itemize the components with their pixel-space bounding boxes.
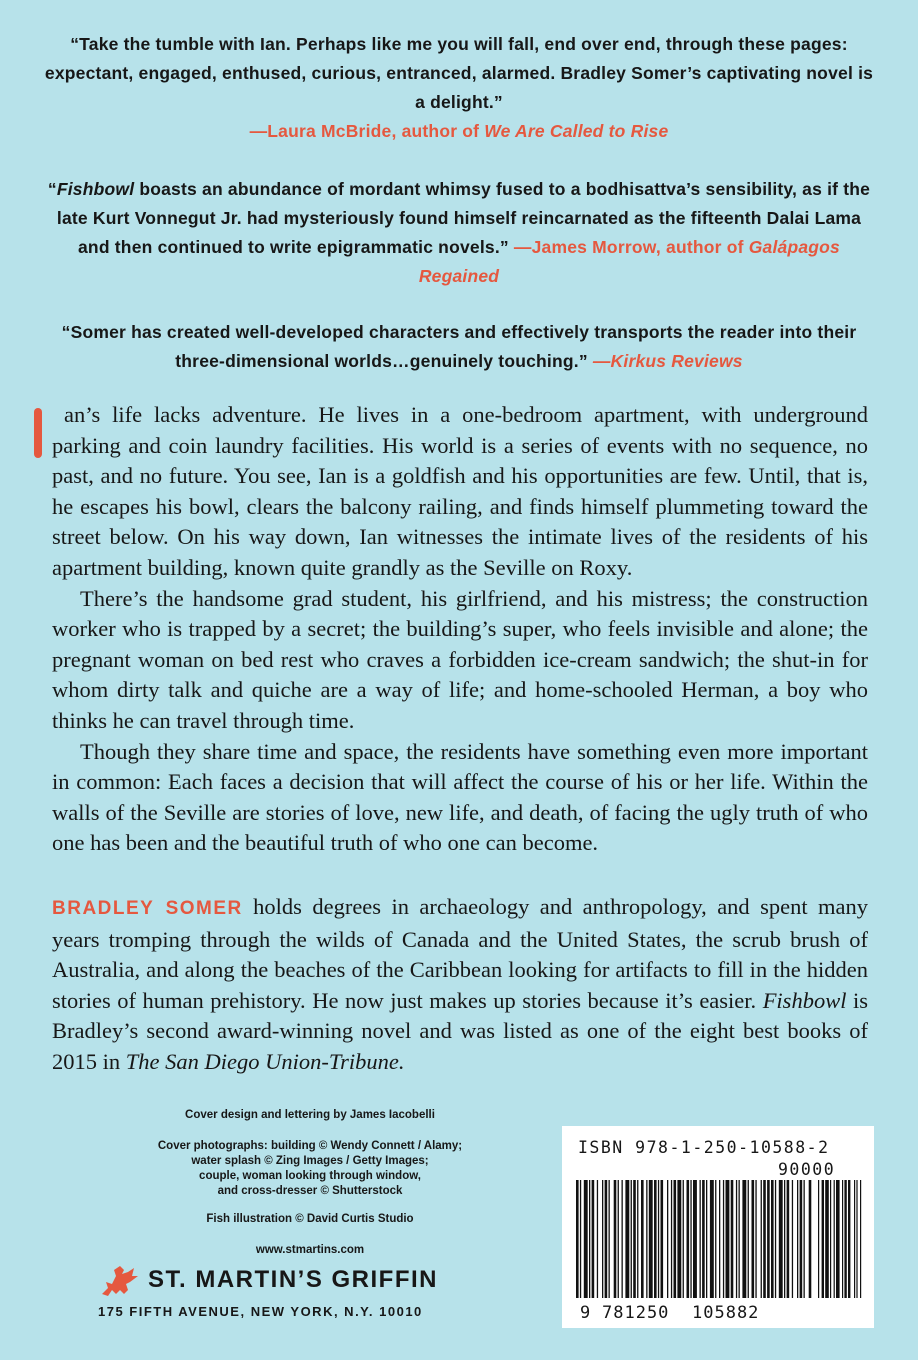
barcode-bar xyxy=(674,1180,677,1298)
barcode-digits-right: 105882 xyxy=(692,1303,760,1323)
griffin-icon xyxy=(98,1264,140,1300)
isbn-barcode xyxy=(562,1126,874,1328)
barcode-bar xyxy=(715,1180,716,1298)
barcode-bar xyxy=(605,1180,608,1298)
barcode-bar xyxy=(784,1180,785,1298)
drop-cap-i-bar xyxy=(34,408,42,458)
barcode-bar xyxy=(767,1180,770,1298)
barcode-bar xyxy=(602,1180,603,1298)
barcode-bar xyxy=(661,1180,664,1298)
fish-illustration-credit: Fish illustration © David Curtis Studio xyxy=(206,1213,414,1225)
barcode-bar xyxy=(755,1180,756,1298)
barcode-bar xyxy=(580,1180,581,1298)
description-paragraph-1: an’s life lacks adventure. He lives in a one-bedroom apartment, with underground parking and coin laundry facilities. His world is a series of events with no sequence, no past, and no future. You see, Ian is a goldfish and his opportunities are few. Until, that is, he escapes his bowl, clears the balcony railing, and finds himself plummeting toward the street below. On his way down, Ian witnesses the intimate lives of the residents of his apartment building, known quite grandly as the Seville on Roxy. xyxy=(52,400,868,584)
barcode-bar xyxy=(622,1180,623,1298)
barcode-bar xyxy=(646,1180,647,1298)
barcode-bar xyxy=(658,1180,659,1298)
barcode-bar xyxy=(710,1180,714,1298)
barcode-bar xyxy=(761,1180,762,1298)
publisher-address: 175 FIFTH AVENUE, NEW YORK, N.Y. 10010 xyxy=(98,1304,423,1319)
cover-design-credit: Cover design and lettering by James Iacobelli xyxy=(185,1109,435,1121)
barcode-bar xyxy=(667,1180,668,1298)
barcode-bar xyxy=(763,1180,766,1298)
barcode-bar xyxy=(702,1180,705,1298)
isbn-label: ISBN 978-1-250-10588-2 xyxy=(578,1138,830,1157)
barcode-addon-bar xyxy=(854,1180,855,1298)
barcode-digits-left: 781250 xyxy=(602,1303,670,1323)
blurb-attribution: —Kirkus Reviews xyxy=(587,351,743,371)
barcode-bar xyxy=(618,1180,619,1298)
barcode-bar xyxy=(726,1180,730,1298)
publisher-website: www.stmartins.com xyxy=(255,1244,365,1256)
barcode-bar xyxy=(800,1180,803,1298)
barcode-bar xyxy=(631,1180,632,1298)
barcode-bar xyxy=(731,1180,734,1298)
barcode-bar xyxy=(779,1180,783,1298)
barcode-addon-bar xyxy=(822,1180,824,1298)
barcode-bar xyxy=(654,1180,657,1298)
barcode-addon-bar xyxy=(860,1180,861,1298)
barcode-bar xyxy=(748,1180,749,1298)
book-description xyxy=(52,400,868,859)
barcode-bar xyxy=(693,1180,697,1298)
publisher-name: ST. MARTIN’S GRIFFIN xyxy=(148,1266,438,1293)
barcode-bar xyxy=(771,1180,774,1298)
blurb-kirkus xyxy=(40,318,878,376)
barcode-addon-bar xyxy=(825,1180,829,1298)
blurb-text: “Take the tumble with Ian. Perhaps like me you will fall, end over end, through these pages: expectant, engaged, enthused, curious, entranced, alarmed. Bradley Somer’s captivating novel is a delight.” xyxy=(44,34,874,112)
blurb-attribution: —Laura McBride, author of We Are Called to Rise xyxy=(249,121,669,141)
barcode-bar xyxy=(625,1180,629,1298)
barcode-bar xyxy=(671,1180,672,1298)
barcode-bar xyxy=(719,1180,720,1298)
barcode-bar xyxy=(641,1180,644,1298)
barcode-bar xyxy=(804,1180,805,1298)
barcode-addon-bar xyxy=(818,1180,819,1298)
blurb-laura-mcbride xyxy=(40,30,878,146)
blurb-attribution: —James Morrow, author of Galápagos Regained xyxy=(418,237,840,286)
barcode-bar xyxy=(742,1180,746,1298)
barcode-bar xyxy=(706,1180,707,1298)
barcode-bar xyxy=(752,1180,755,1298)
blurb-james-morrow: “Fishbowl boasts an abundance of mordant whimsy fused to a bodhisattva’s sensibility, as if the late Kurt Vonnegut Jr. had mysteriously found himself reincarnated as the fifteenth Dalai Lama and then continued to write epigrammatic novels.” —James Morrow, author of Galápagos Regained xyxy=(47,179,871,286)
barcode-bar xyxy=(637,1180,638,1298)
barcode-bar xyxy=(576,1180,579,1298)
barcode-bar xyxy=(775,1180,776,1298)
barcode-bar xyxy=(609,1180,610,1298)
book-title: Fishbowl xyxy=(56,179,135,199)
barcode-addon-bar xyxy=(844,1180,846,1298)
barcode-bar xyxy=(687,1180,690,1298)
barcode-addon-bar xyxy=(836,1180,840,1298)
barcode-bars xyxy=(562,1180,874,1304)
barcode-bar xyxy=(792,1180,793,1298)
barcode-bar xyxy=(700,1180,701,1298)
book-title: We Are Called to Rise xyxy=(484,121,669,141)
barcode-addon-bar xyxy=(848,1180,850,1298)
author-name: BRADLEY SOMER xyxy=(52,898,243,919)
description-paragraph-2: There’s the handsome grad student, his girlfriend, and his mistress; the construction worker who is trapped by a secret; the building’s super, who feels invisible and alone; the pregnant woman on bed rest who craves a forbidden ice-cream sandwich; the shut-in for whom dirty talk and quiche are a way of life; and home-schooled Herman, a boy who thinks he can travel through time. xyxy=(52,585,868,733)
barcode-addon-bar xyxy=(842,1180,843,1298)
barcode-bar xyxy=(690,1180,691,1298)
blurb-text: “Somer has created well-developed characters and effectively transports the reader into their three-dimensional worlds…genuinely touching.” xyxy=(61,322,857,371)
barcode-bar xyxy=(723,1180,724,1298)
barcode-bar xyxy=(649,1180,653,1298)
book-title: Fishbowl xyxy=(762,987,847,1013)
barcode-bar xyxy=(584,1180,588,1298)
barcode-bar xyxy=(739,1180,740,1298)
barcode-addon-bar xyxy=(830,1180,831,1298)
blurb-text: boasts an abundance of mordant whimsy fused to a bodhisattva’s sensibility, as if the late Kurt Vonnegut Jr. had mysteriously found himself reincarnated as the fifteenth Dalai Lama and then continued to write epigrammatic novels.” xyxy=(56,179,871,257)
barcode-addon-bar xyxy=(856,1180,857,1298)
barcode-bar xyxy=(677,1180,681,1298)
barcode-bar xyxy=(787,1180,790,1298)
barcode-bar xyxy=(592,1180,595,1298)
book-title: Galápagos Regained xyxy=(418,237,840,286)
barcode-bar xyxy=(633,1180,636,1298)
barcode-bar xyxy=(597,1180,598,1298)
cover-photo-credits: Cover photographs: building © Wendy Connett / Alamy; water splash © Zing Images / Getty Images; couple, woman looking through window, and cross-dresser © Shutterstock xyxy=(157,1140,463,1197)
barcode-bar xyxy=(809,1180,812,1298)
barcode-bar xyxy=(683,1180,684,1298)
barcode-addon-bar xyxy=(834,1180,835,1298)
newspaper-title: The San Diego Union-Tribune. xyxy=(125,1048,405,1074)
barcode-bar xyxy=(589,1180,590,1298)
description-paragraph-3: Though they share time and space, the residents have something even more important in common: Each faces a decision that will affect the course of his or her life. Within the walls of the Seville are stories of love, new life, and death, of facing the ugly truth of who one has been and the beautiful truth of who one can become. xyxy=(52,738,868,856)
barcode-bar xyxy=(736,1180,737,1298)
barcode-digit-first: 9 xyxy=(580,1303,592,1323)
price-code: 90000 xyxy=(778,1160,836,1179)
author-bio: BRADLEY SOMER holds degrees in archaeology and anthropology, and spent many years tromping through the wilds of Canada and the United States, the scrub brush of Australia, and along the beaches of the Caribbean looking for artifacts to fill in the hidden stories of human prehistory. He now just makes up stories because it’s easier. Fishbowl is Bradley’s second award-winning novel and was listed as one of the eight best books of 2015 in The San Diego Union-Tribune. xyxy=(52,894,868,1074)
barcode-bar xyxy=(797,1180,798,1298)
barcode-bar xyxy=(614,1180,617,1298)
